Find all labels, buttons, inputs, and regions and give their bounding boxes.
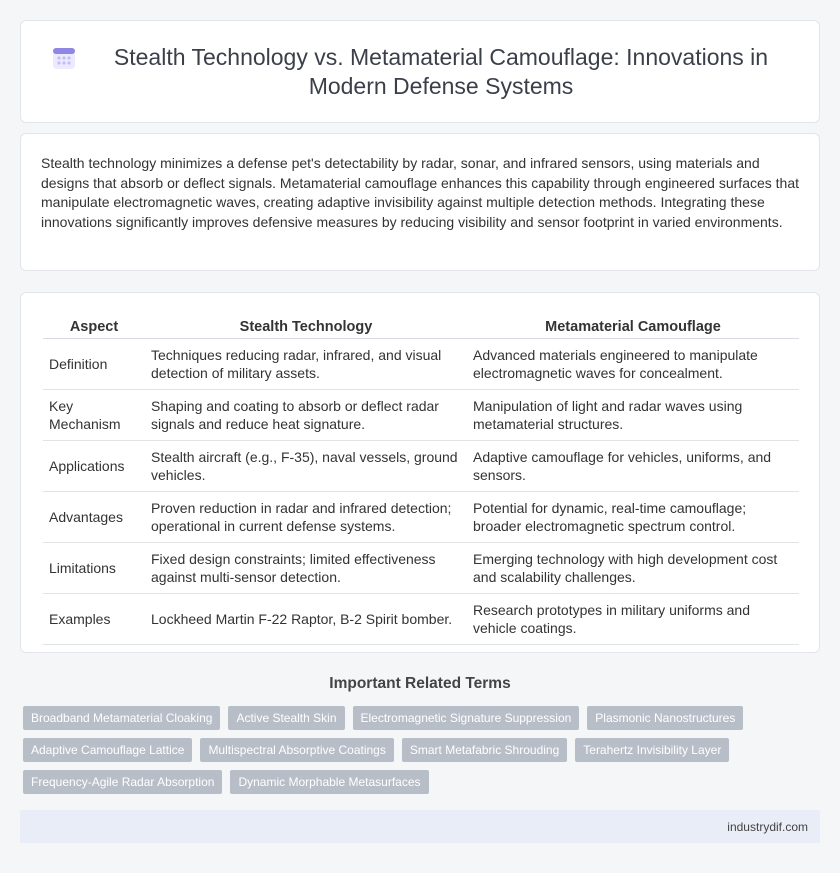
related-terms-title: Important Related Terms xyxy=(329,675,511,692)
row-aspect: Applications xyxy=(43,441,145,492)
header-aspect: Aspect xyxy=(43,311,145,339)
row-aspect: Advantages xyxy=(43,492,145,543)
header-stealth: Stealth Technology xyxy=(145,311,467,339)
row-metamaterial: Emerging technology with high development cost and scalability challenges. xyxy=(467,543,799,594)
related-term-tag[interactable]: Active Stealth Skin xyxy=(228,706,344,730)
row-metamaterial: Adaptive camouflage for vehicles, uniforms, and sensors. xyxy=(467,441,799,492)
comparison-card xyxy=(20,292,820,653)
footer-site-link[interactable]: industrydif.com xyxy=(727,820,808,834)
row-aspect: Key Mechanism xyxy=(43,390,145,441)
row-metamaterial: Potential for dynamic, real-time camouflage; broader electromagnetic spectrum control. xyxy=(467,492,799,543)
row-stealth: Techniques reducing radar, infrared, and visual detection of military assets. xyxy=(145,339,467,390)
table-row xyxy=(43,390,799,441)
page-title: Stealth Technology vs. Metamaterial Camouflage: Innovations in Modern Defense Systems xyxy=(113,43,769,99)
row-stealth: Shaping and coating to absorb or deflect radar signals and reduce heat signature. xyxy=(145,390,467,441)
row-stealth: Proven reduction in radar and infrared detection; operational in current defense systems. xyxy=(145,492,467,543)
row-aspect: Examples xyxy=(43,594,145,645)
row-aspect: Limitations xyxy=(43,543,145,594)
related-term-tag[interactable]: Multispectral Absorptive Coatings xyxy=(200,738,393,762)
related-term-tag[interactable]: Broadband Metamaterial Cloaking xyxy=(23,706,220,730)
intro-text: Stealth technology minimizes a defense pet's detectability by radar, sonar, and infrared sensors, using materials and designs that absorb or deflect signals. Metamaterial camouflage enhances this capability through engineered surfaces that manipulate electromagnetic waves, creating adaptive invisibility against multiple detection methods. Integrating these innovations significantly improves defensive measures by reducing visibility and sensor footprint in varied environments. xyxy=(41,155,800,230)
row-metamaterial: Advanced materials engineered to manipulate electromagnetic waves for concealment. xyxy=(467,339,799,390)
calendar-grid-icon xyxy=(51,45,77,71)
related-term-tag[interactable]: Terahertz Invisibility Layer xyxy=(575,738,729,762)
row-metamaterial: Manipulation of light and radar waves using metamaterial structures. xyxy=(467,390,799,441)
related-term-tag[interactable]: Smart Metafabric Shrouding xyxy=(402,738,567,762)
footer xyxy=(20,810,820,843)
table-row xyxy=(43,441,799,492)
comparison-table xyxy=(43,311,799,645)
table-row xyxy=(43,543,799,594)
row-stealth: Fixed design constraints; limited effectiveness against multi-sensor detection. xyxy=(145,543,467,594)
table-header-row xyxy=(43,311,799,339)
related-term-tag[interactable]: Plasmonic Nanostructures xyxy=(587,706,743,730)
row-stealth: Stealth aircraft (e.g., F-35), naval vessels, ground vehicles. xyxy=(145,441,467,492)
related-term-tag[interactable]: Electromagnetic Signature Suppression xyxy=(353,706,580,730)
related-term-tag[interactable]: Frequency-Agile Radar Absorption xyxy=(23,770,222,794)
header-metamaterial: Metamaterial Camouflage xyxy=(467,311,799,339)
title-card xyxy=(20,20,820,123)
row-aspect: Definition xyxy=(43,339,145,390)
table-row xyxy=(43,492,799,543)
related-term-tag[interactable]: Dynamic Morphable Metasurfaces xyxy=(230,770,428,794)
row-metamaterial: Research prototypes in military uniforms and vehicle coatings. xyxy=(467,594,799,645)
related-terms-list xyxy=(23,706,823,794)
related-term-tag[interactable]: Adaptive Camouflage Lattice xyxy=(23,738,192,762)
intro-card xyxy=(20,133,820,271)
row-stealth: Lockheed Martin F-22 Raptor, B-2 Spirit bomber. xyxy=(145,594,467,645)
table-row xyxy=(43,339,799,390)
table-row xyxy=(43,594,799,645)
